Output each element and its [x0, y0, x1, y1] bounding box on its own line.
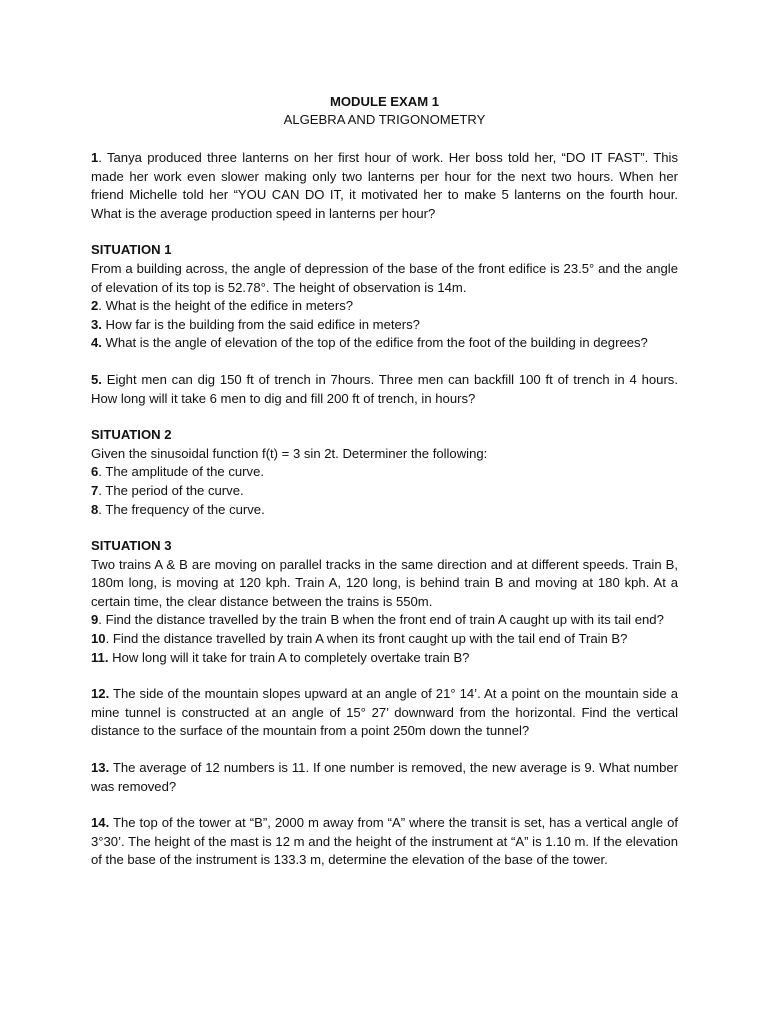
- question-text: The side of the mountain slopes upward at an angle of 21° 14’. At a point on the mountain side a mine tunnel is constructed at an angle of 15° 27’ downward from the horizontal. Find the vertical distance to the surface of the mountain from a point 250m down the tunnel?: [91, 686, 678, 739]
- question-number: 5.: [91, 371, 102, 387]
- question-1: [91, 149, 678, 223]
- question-number: 8: [91, 501, 99, 517]
- question-12: [91, 685, 678, 741]
- question-3: [91, 316, 678, 335]
- question-number: 9: [91, 612, 99, 628]
- question-text: How long will it take for train A to completely overtake train B?: [108, 649, 470, 665]
- question-8: [91, 501, 678, 520]
- question-number: 6: [91, 464, 99, 480]
- question-number: 14.: [91, 815, 110, 831]
- question-number: 2: [91, 298, 99, 314]
- situation-intro: Given the sinusoidal function f(t) = 3 sin 2t. Determiner the following:: [91, 445, 488, 461]
- question-text: . The period of the curve.: [98, 482, 244, 498]
- question-13: [91, 759, 678, 796]
- situation-3: [91, 537, 678, 667]
- question-2: [91, 297, 678, 316]
- question-text: . Find the distance travelled by train A when its front caught up with the tail end of Train B?: [105, 631, 628, 647]
- question-number: 1: [91, 150, 99, 165]
- question-text: . The frequency of the curve.: [98, 501, 265, 517]
- situation-1: [91, 241, 678, 353]
- question-text: . Find the distance travelled by the train B when the front end of train A caught up with its tail end?: [98, 612, 664, 628]
- question-number: 4.: [91, 335, 102, 351]
- question-10: [91, 630, 678, 649]
- question-number: 11.: [91, 649, 109, 665]
- question-text: . Tanya produced three lanterns on her first hour of work. Her boss told her, “DO IT FAST”. This made her work even slower making only two lanterns per hour for the next two hours. When her friend Michelle told her “YOU CAN DO IT, it motivated her to make 5 lanterns on the fourth hour. What is the average production speed in lanterns per hour?: [91, 150, 678, 221]
- question-number: 7: [91, 482, 99, 498]
- page-subtitle: ALGEBRA AND TRIGONOMETRY: [283, 112, 486, 127]
- situation-2: [91, 426, 678, 519]
- situation-intro: Two trains A & B are moving on parallel tracks in the same direction and at different speeds. Train B, 180m long, is moving at 120 kph. Train A, 120 long, is behind train B and moving at 180 kph. At a certain time, the clear distance between the trains is 550m.: [91, 556, 678, 609]
- question-text: . The amplitude of the curve.: [98, 464, 265, 480]
- question-4: [91, 334, 678, 353]
- question-6: [91, 463, 678, 482]
- question-number: 12.: [91, 686, 110, 702]
- question-text: How far is the building from the said edifice in meters?: [101, 316, 420, 332]
- question-9: [91, 611, 678, 630]
- question-5: [91, 371, 678, 408]
- situation-heading: SITUATION 3: [91, 538, 172, 554]
- question-text: Eight men can dig 150 ft of trench in 7hours. Three men can backfill 100 ft of trench in 4 hours. How long will it take 6 men to dig and fill 200 ft of trench, in hours?: [91, 371, 678, 406]
- question-14: [91, 814, 678, 870]
- situation-heading: SITUATION 2: [91, 427, 172, 443]
- question-text: . What is the height of the edifice in meters?: [98, 298, 354, 314]
- question-text: The average of 12 numbers is 11. If one number is removed, the new average is 9. What number was removed?: [91, 760, 678, 794]
- page-title: MODULE EXAM 1: [329, 94, 440, 109]
- question-7: [91, 482, 678, 501]
- question-text: What is the angle of elevation of the top of the edifice from the foot of the building in degrees?: [101, 335, 648, 351]
- situation-heading: SITUATION 1: [91, 242, 172, 258]
- question-text: The top of the tower at “B”, 2000 m away from “A” where the transit is set, has a vertical angle of 3°30’. The height of the mast is 12 m and the height of the instrument at “A” is 1.10 m. If the elevation of the base of the instrument is 133.3 m, determine the elevation of the base of the tower.: [91, 815, 678, 868]
- question-11: [91, 649, 678, 668]
- question-number: 13.: [91, 760, 110, 776]
- situation-intro: From a building across, the angle of depression of the base of the front edifice is 23.5° and the angle of elevation of its top is 52.78°. The height of observation is 14m.: [91, 260, 678, 295]
- question-number: 10: [91, 631, 106, 647]
- question-number: 3.: [91, 316, 102, 332]
